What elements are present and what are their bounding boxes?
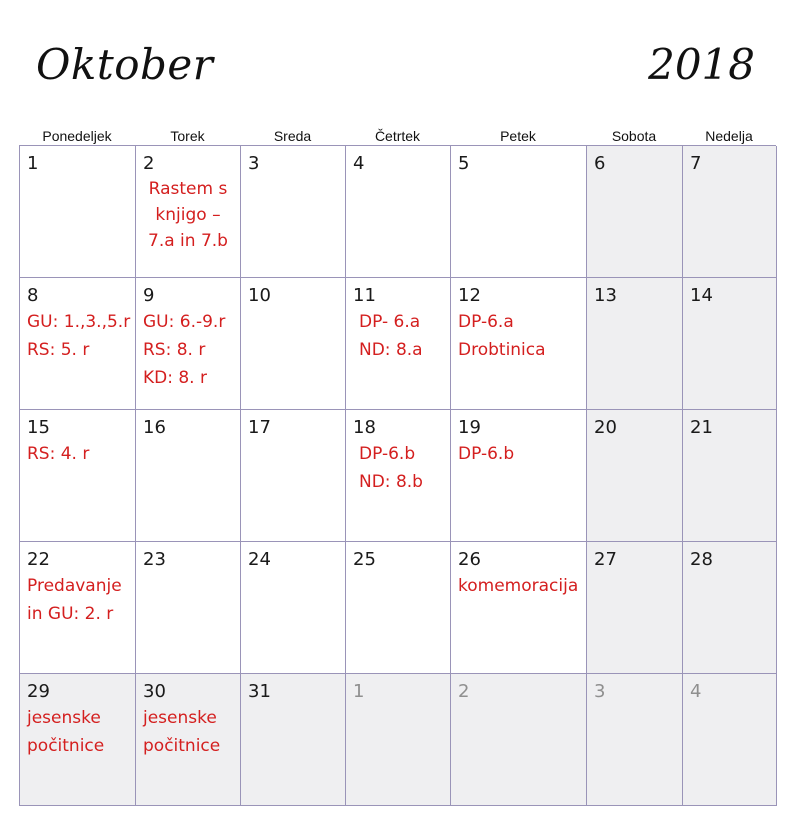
next-month-day-cell [587,674,683,806]
day-number: 20 [594,417,617,438]
event-note: ND: 8.a [359,340,423,360]
day-number: 25 [353,549,376,570]
day-number: 27 [594,549,617,570]
day-cell [136,542,241,674]
day-cell [451,410,587,542]
day-number: 18 [353,417,376,438]
day-number: 30 [143,681,166,702]
weekday-saturday: Sobota [611,128,657,144]
weekend-day-cell [587,278,683,410]
day-cell [241,674,346,806]
event-note: jesenske [27,708,101,728]
event-note: jesenske [143,708,217,728]
event-note: počitnice [143,736,221,756]
day-cell [241,146,346,278]
event-note: GU: 6.-9.r [143,312,226,332]
day-number: 13 [594,285,617,306]
day-number: 19 [458,417,481,438]
day-number: 3 [248,153,260,174]
event-note: in GU: 2. r [27,604,114,624]
event-note: KD: 8. r [143,368,207,388]
day-number: 4 [353,153,365,174]
weekday-monday: Ponedeljek [42,128,112,144]
event-note: Predavanje [27,576,122,596]
day-number: 11 [353,285,376,306]
day-cell [241,278,346,410]
weekend-day-cell [587,146,683,278]
event-note: počitnice [27,736,105,756]
day-number: 14 [690,285,713,306]
day-number: 16 [143,417,166,438]
day-number: 23 [143,549,166,570]
weekday-header-row [19,126,776,146]
day-cell [451,542,587,674]
day-number: 7 [690,153,702,174]
day-cell [20,542,136,674]
event-note: Rastem s [148,179,228,199]
next-month-day-cell [451,674,587,806]
weekday-wednesday: Sreda [273,128,312,144]
day-number: 1 [353,681,365,702]
day-number: 17 [248,417,271,438]
event-note: DP-6.a [458,312,514,332]
day-number: 21 [690,417,713,438]
day-number: 15 [27,417,50,438]
event-note: GU: 1.,3.,5.r [27,312,131,332]
weekend-day-cell [683,278,777,410]
day-cell [20,410,136,542]
day-number: 2 [143,153,155,174]
event-note: RS: 8. r [143,340,206,360]
year-title: 2018 [648,40,755,89]
day-number: 29 [27,681,50,702]
event-note: knjigo – [155,205,221,225]
day-number: 24 [248,549,271,570]
day-cell [136,278,241,410]
weekday-sunday: Nedelja [705,128,753,144]
weekday-tuesday: Torek [170,128,205,144]
event-note: ND: 8.b [359,472,423,492]
day-cell [20,278,136,410]
calendar-grid [19,145,776,806]
day-number: 26 [458,549,481,570]
event-note: RS: 4. r [27,444,90,464]
next-month-day-cell [346,674,451,806]
day-cell [136,410,241,542]
day-number: 31 [248,681,271,702]
weekday-friday: Petek [500,128,536,144]
weekend-day-cell [683,542,777,674]
day-cell [241,410,346,542]
day-number: 3 [594,681,606,702]
day-cell [136,674,241,806]
day-number: 9 [143,285,155,306]
month-title: Oktober [36,40,214,89]
day-number: 6 [594,153,606,174]
event-note: DP-6.b [359,444,416,464]
weekend-day-cell [587,542,683,674]
day-number: 2 [458,681,470,702]
next-month-day-cell [683,674,777,806]
event-note: komemoracija [458,576,579,596]
day-cell [136,146,241,278]
day-number: 5 [458,153,470,174]
day-cell [451,278,587,410]
day-cell [346,146,451,278]
weekend-day-cell [587,410,683,542]
day-cell [346,410,451,542]
weekday-thursday: Četrtek [374,128,421,144]
day-cell [451,146,587,278]
day-cell [346,278,451,410]
weekend-day-cell [683,146,777,278]
day-cell [20,674,136,806]
event-note: DP-6.b [458,444,515,464]
day-number: 4 [690,681,702,702]
event-note: DP- 6.a [359,312,421,332]
day-cell [346,542,451,674]
day-number: 22 [27,549,50,570]
day-number: 12 [458,285,481,306]
event-note: 7.a in 7.b [148,231,228,251]
weekend-day-cell [683,410,777,542]
day-number: 10 [248,285,271,306]
day-number: 8 [27,285,39,306]
event-note: Drobtinica [458,340,546,360]
day-number: 1 [27,153,39,174]
day-number: 28 [690,549,713,570]
day-cell [20,146,136,278]
day-cell [241,542,346,674]
event-note: RS: 5. r [27,340,90,360]
